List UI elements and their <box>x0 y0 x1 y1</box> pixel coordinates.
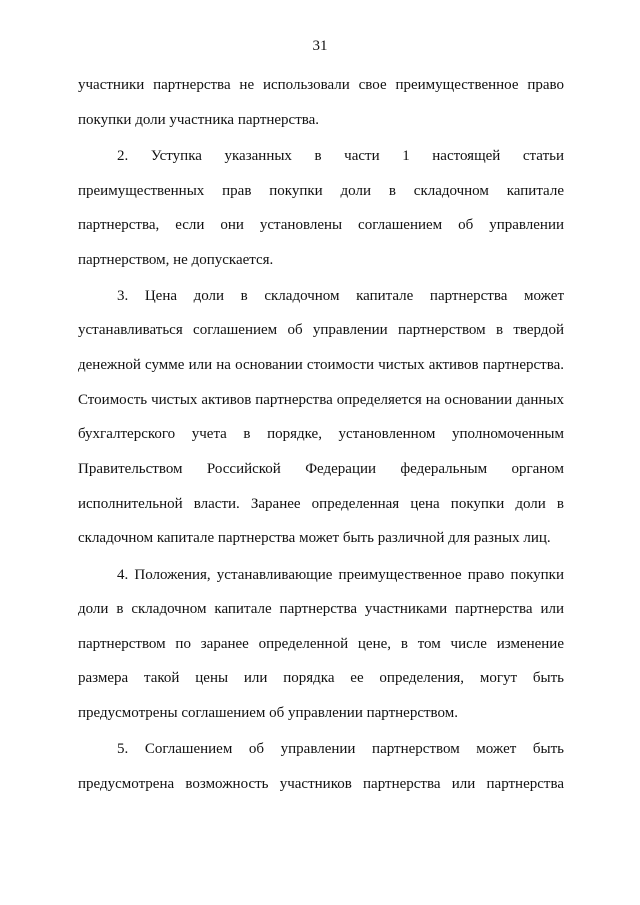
text-line: бухгалтерского учета в порядке, установленном уполномоченным <box>78 426 564 442</box>
page-number: 31 <box>312 38 328 54</box>
text-line: предусмотрена возможность участников партнерства или партнерства <box>78 776 564 792</box>
text-line: Стоимость чистых активов партнерства определяется на основании данных <box>78 392 564 408</box>
text-line: доли в складочном капитале партнерства участниками партнерства или <box>78 601 564 617</box>
text-line: участники партнерства не использовали свое преимущественное право <box>78 77 564 93</box>
text-line: складочном капитале партнерства может быть различной для разных лиц. <box>78 530 551 546</box>
text-line: партнерством по заранее определенной цене, в том числе изменение <box>78 636 564 652</box>
text-line: денежной сумме или на основании стоимости чистых активов партнерства. <box>78 357 564 373</box>
text-line: размера такой цены или порядка ее определения, могут быть <box>78 670 564 686</box>
text-line: преимущественных прав покупки доли в складочном капитале <box>78 183 564 199</box>
text-line: партнерства, если они установлены соглашением об управлении <box>78 217 564 233</box>
text-line: 2. Уступка указанных в части 1 настоящей статьи <box>117 148 564 164</box>
text-line: устанавливаться соглашением об управлении партнерством в твердой <box>78 322 564 338</box>
text-line: покупки доли участника партнерства. <box>78 112 320 128</box>
text-line: 5. Соглашением об управлении партнерством может быть <box>117 741 564 757</box>
text-line: партнерством, не допускается. <box>78 252 274 268</box>
text-line: 3. Цена доли в складочном капитале партнерства может <box>117 288 564 304</box>
text-line: предусмотрены соглашением об управлении партнерством. <box>78 705 458 721</box>
text-line: 4. Положения, устанавливающие преимущественное право покупки <box>117 567 564 583</box>
text-line: исполнительной власти. Заранее определенная цена покупки доли в <box>78 496 564 512</box>
text-line: Правительством Российской Федерации федеральным органом <box>78 461 564 477</box>
